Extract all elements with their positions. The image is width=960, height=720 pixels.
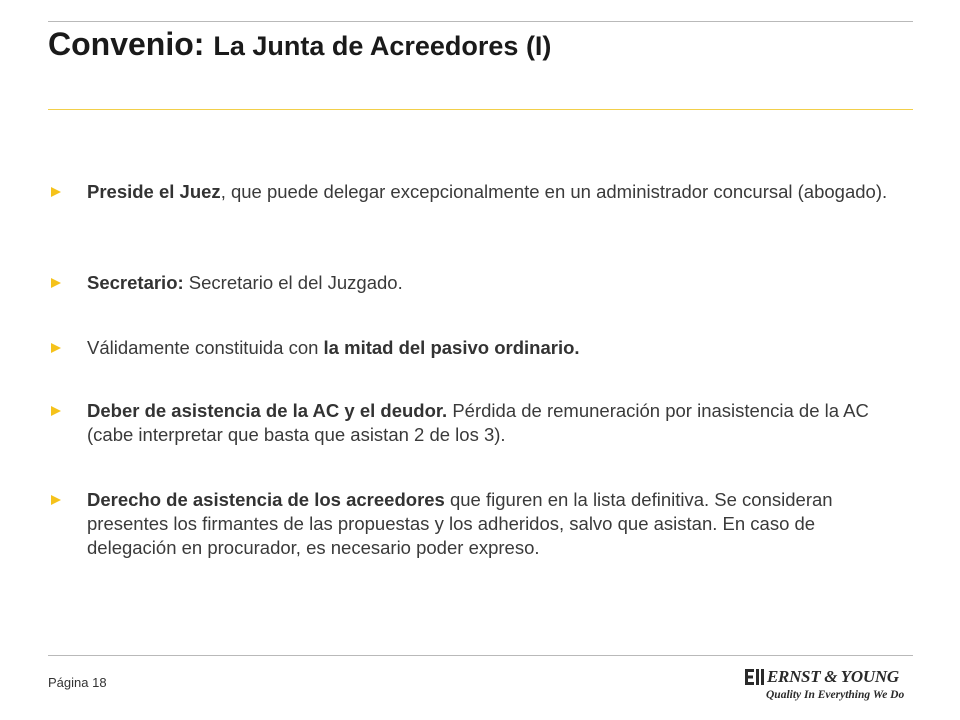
bottom-divider xyxy=(48,655,913,656)
bullet-arrow-icon xyxy=(51,278,61,288)
bullet-bold: Preside el Juez xyxy=(87,181,221,202)
bullet-bold: Deber de asistencia de la AC y el deudor. xyxy=(87,400,448,421)
top-divider xyxy=(48,21,913,22)
bullet-item xyxy=(48,180,887,204)
logo-name: ERNST & YOUNG xyxy=(767,667,899,686)
bullet-text: que figuren en la lista definitiva. Se consideran presentes los firmantes de las propuestas y los adheridos, salvo que asistan. En caso de delegación en procurador, es necesario poder expreso. xyxy=(87,489,833,558)
ey-mark-icon xyxy=(745,668,765,686)
bullet-arrow-icon xyxy=(51,343,61,353)
company-logo xyxy=(745,666,915,706)
logo-tagline: Quality In Everything We Do xyxy=(766,689,905,701)
bullet-text: Pérdida de remuneración por inasistencia de la AC (cabe interpretar que basta que asistan 2 de los 3). xyxy=(87,400,869,445)
bullet-bold: Derecho de asistencia de los acreedores xyxy=(87,489,445,510)
bullet-item xyxy=(48,488,908,560)
title-main: Convenio: xyxy=(48,26,205,62)
bullet-arrow-icon xyxy=(51,495,61,505)
bullet-bold: la mitad del pasivo ordinario. xyxy=(323,337,580,358)
bullet-arrow-icon xyxy=(51,187,61,197)
bullet-bold: Secretario: xyxy=(87,272,184,293)
bullet-text: , que puede delegar excepcionalmente en un administrador concursal (abogado). xyxy=(220,181,888,202)
bullet-item xyxy=(48,336,580,360)
bullet-item xyxy=(48,399,908,447)
title-underline xyxy=(48,109,913,110)
bullet-arrow-icon xyxy=(51,406,61,416)
bullet-text: Secretario el del Juzgado. xyxy=(183,272,403,293)
page-number: Página 18 xyxy=(48,675,107,690)
slide-title xyxy=(48,26,551,63)
bullet-item xyxy=(48,271,403,295)
title-sub: La Junta de Acreedores (I) xyxy=(213,31,552,61)
bullet-text: Válidamente constituida con xyxy=(87,337,324,358)
